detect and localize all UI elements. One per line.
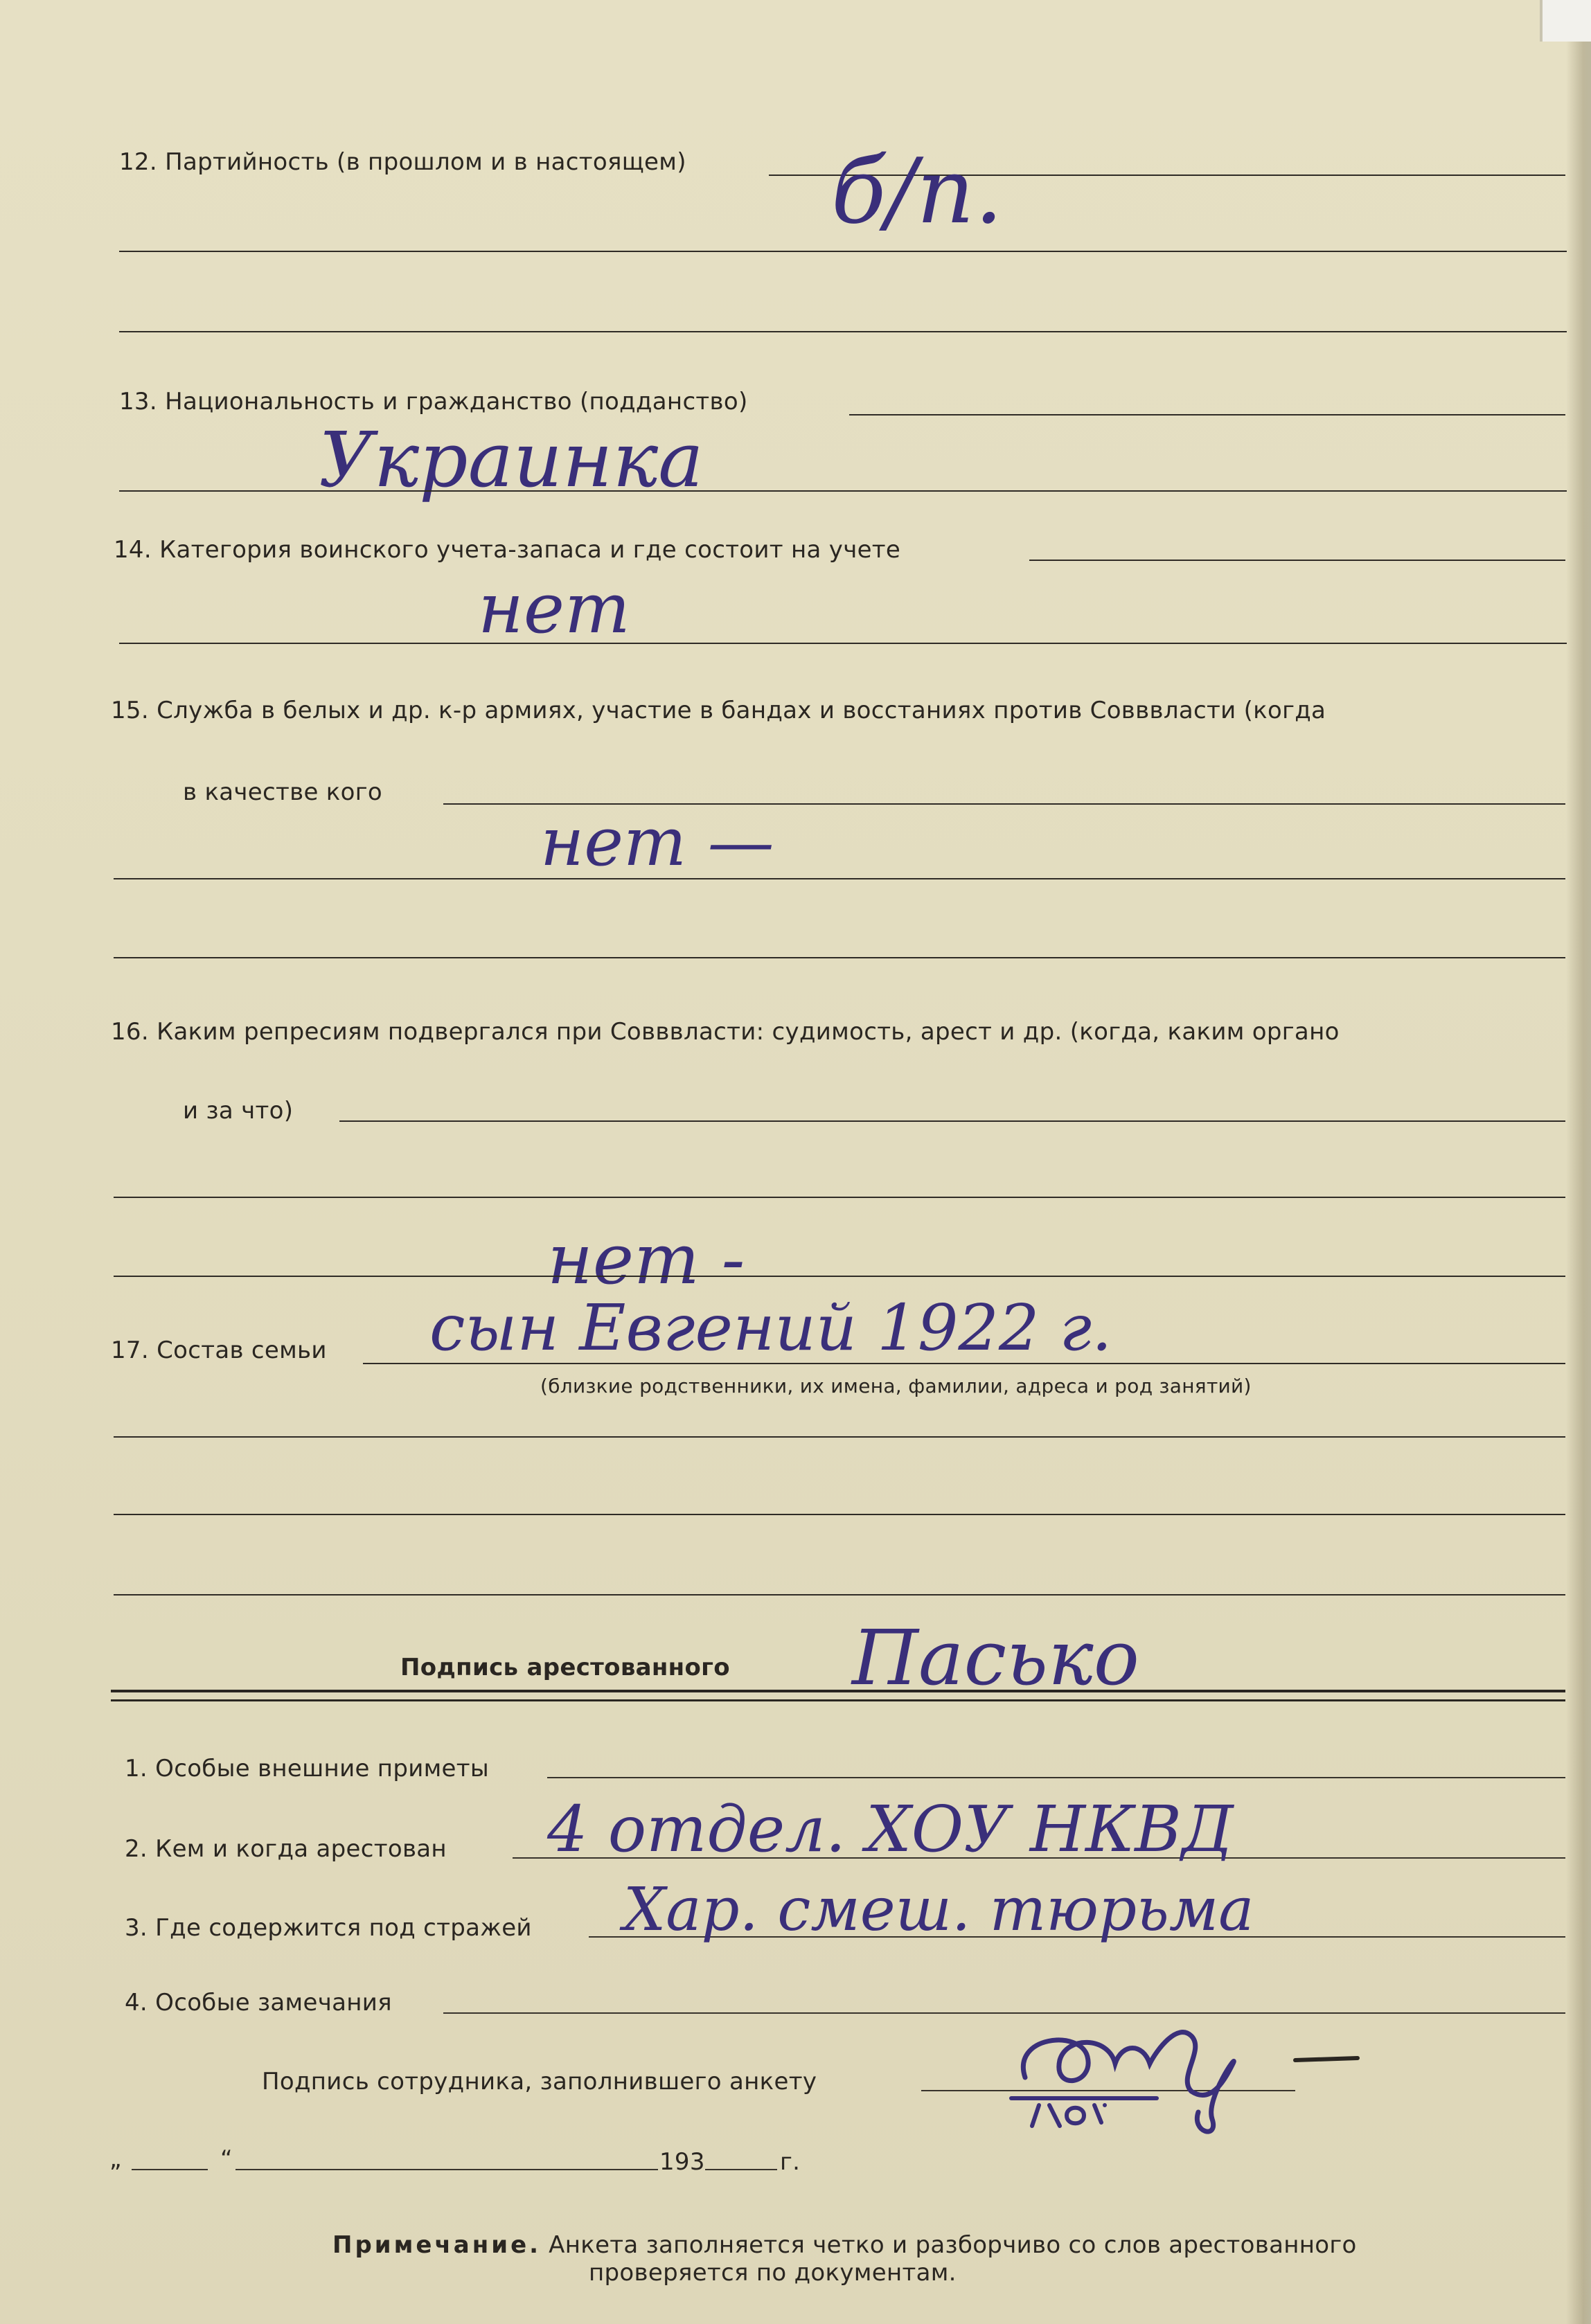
q13-line-1 bbox=[849, 414, 1565, 415]
section-divider bbox=[111, 1690, 1565, 1701]
page-edge-shadow bbox=[1566, 0, 1591, 2324]
q14-answer: нет bbox=[478, 568, 630, 649]
q12-line-3 bbox=[119, 331, 1567, 332]
item3-answer: Хар. смеш. тюрьма bbox=[623, 1875, 1254, 1945]
item1-line bbox=[547, 1777, 1565, 1778]
q13-line-2 bbox=[119, 490, 1567, 492]
officer-signature bbox=[984, 1994, 1316, 2147]
q14-line-1 bbox=[1029, 560, 1565, 561]
q15-line-3 bbox=[114, 957, 1565, 958]
footer-note-title: Примечание. bbox=[332, 2231, 542, 2259]
q17-line-3 bbox=[114, 1514, 1565, 1515]
date-year-line bbox=[705, 2169, 777, 2170]
page-corner bbox=[1540, 0, 1591, 42]
footer-note-line-1 bbox=[332, 2231, 1357, 2259]
q14-line-2 bbox=[119, 643, 1567, 644]
date-year-suffix: г. bbox=[780, 2148, 801, 2176]
q16-label-2: и за что) bbox=[183, 1097, 294, 1125]
q15-answer: нет — bbox=[540, 803, 774, 881]
q12-answer: б/п. bbox=[831, 138, 1004, 244]
q15-line-2 bbox=[114, 878, 1565, 879]
item3-label: 3. Где содержится под стражей bbox=[125, 1914, 532, 1942]
item2-answer: 4 отдел. ХОУ НКВД bbox=[547, 1792, 1234, 1866]
q16-line-2 bbox=[114, 1197, 1565, 1198]
q12-label: 12. Партийность (в прошлом и в настоящем) bbox=[119, 148, 686, 176]
date-close-quote: “ bbox=[220, 2145, 233, 2173]
signature-arrested: Пасько bbox=[852, 1614, 1139, 1702]
item1-label: 1. Особые внешние приметы bbox=[125, 1755, 490, 1782]
q17-line-4 bbox=[114, 1594, 1565, 1595]
q13-answer: Украинка bbox=[319, 415, 704, 504]
signature-officer-label: Подпись сотрудника, заполнившего анкету bbox=[262, 2068, 817, 2095]
q12-line-2 bbox=[119, 251, 1567, 252]
signature-arrested-label: Подпись арестованного bbox=[400, 1654, 730, 1681]
q17-answer: сын Евгений 1922 г. bbox=[429, 1291, 1112, 1365]
date-day-line bbox=[132, 2169, 208, 2170]
q17-label: 17. Состав семьи bbox=[111, 1337, 327, 1364]
q16-line-1 bbox=[339, 1120, 1565, 1122]
item4-label: 4. Особые замечания bbox=[125, 1989, 392, 2017]
date-open-quote: „ bbox=[109, 2145, 122, 2173]
q16-answer: нет - bbox=[547, 1219, 745, 1300]
q16-label: 16. Каким репресиям подвергался при Совввласти: судимость, арест и др. (когда, каким органо bbox=[111, 1018, 1340, 1046]
q14-label: 14. Категория воинского учета-запаса и где состоит на учете bbox=[114, 536, 901, 564]
date-month-line bbox=[235, 2169, 658, 2170]
q15-label: 15. Служба в белых и др. к-р армиях, участие в бандах и восстаниях против Совввласти (когда bbox=[111, 697, 1326, 724]
footer-note-line-2: проверяется по документам. bbox=[589, 2259, 957, 2287]
item2-label: 2. Кем и когда арестован bbox=[125, 1835, 447, 1863]
date-year-prefix: 193 bbox=[659, 2148, 705, 2176]
footer-note-text: Анкета заполняется четко и разборчиво со слов арестованного bbox=[541, 2231, 1357, 2259]
q17-note: (близкие родственники, их имена, фамилии, адреса и род занятий) bbox=[540, 1375, 1252, 1397]
q17-line-2 bbox=[114, 1436, 1565, 1438]
q15-label-2: в качестве кого bbox=[183, 778, 382, 806]
q16-line-3 bbox=[114, 1276, 1565, 1277]
q13-label: 13. Национальность и гражданство (подданство) bbox=[119, 388, 748, 415]
